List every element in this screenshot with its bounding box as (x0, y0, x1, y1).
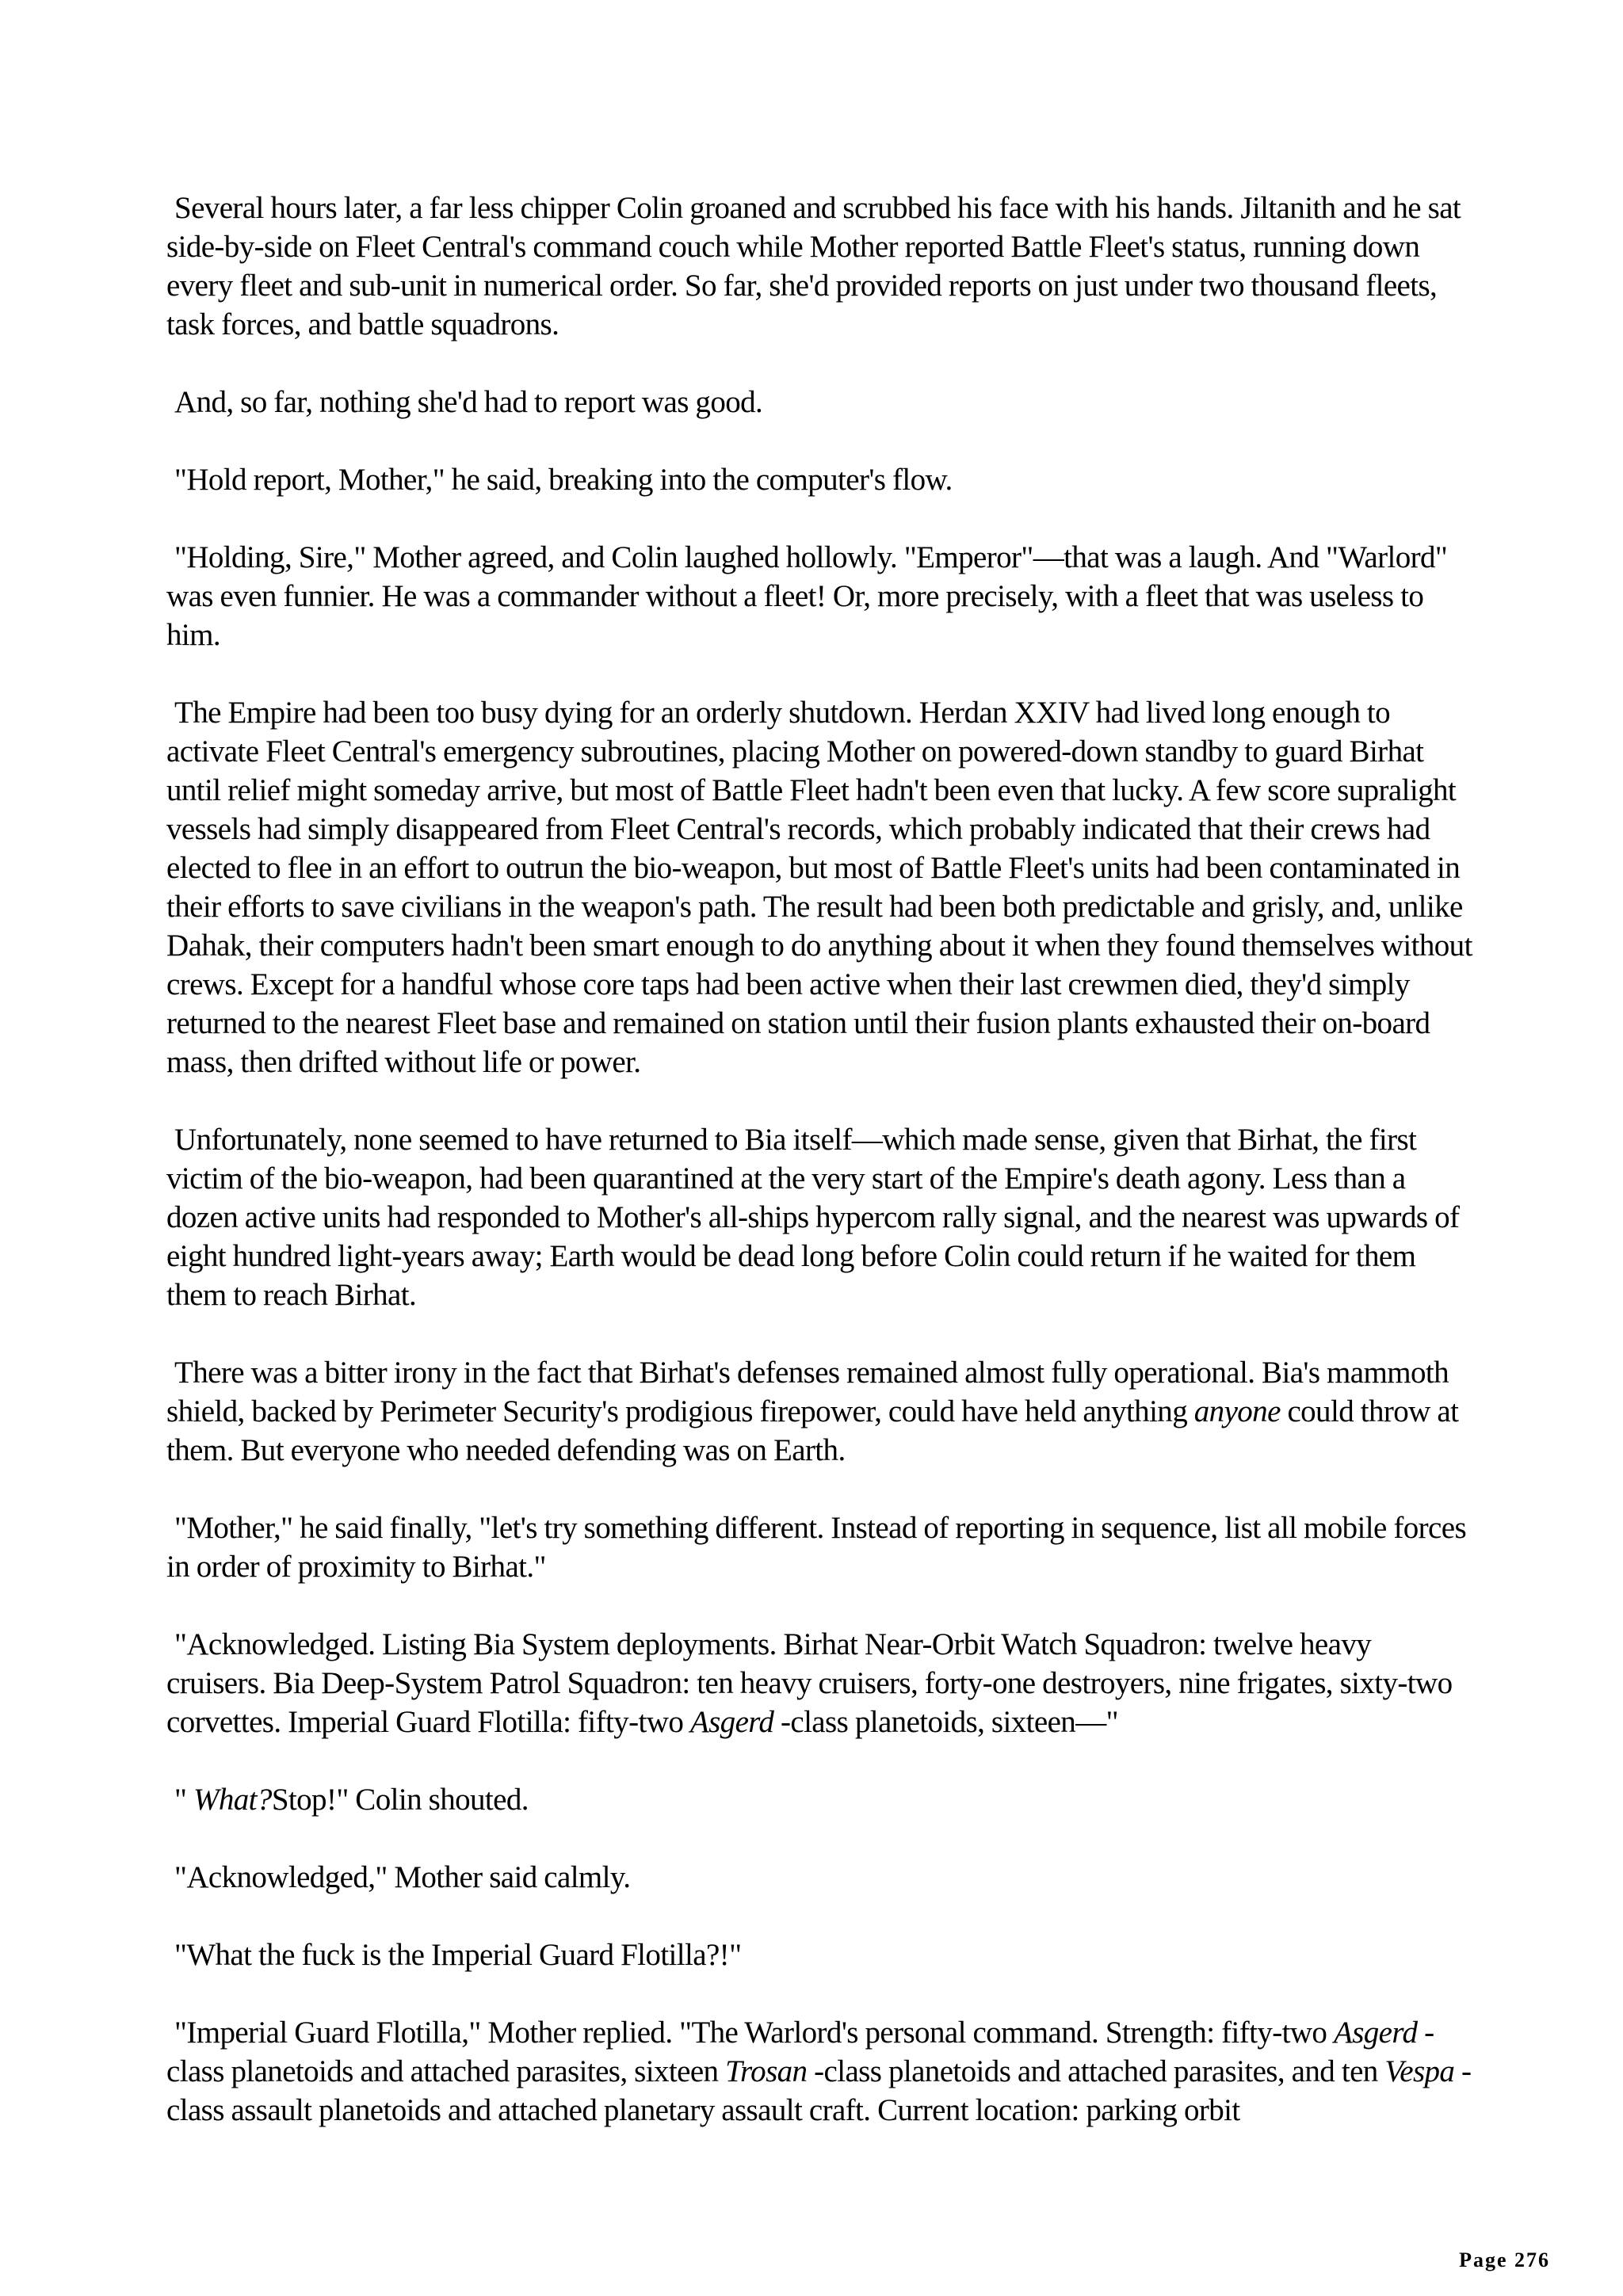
page-number: Page 276 (1459, 2248, 1550, 2271)
paragraph (166, 1780, 1474, 1819)
text-run: "Acknowledged," Mother said calmly. (174, 1860, 631, 1894)
text-run: And, so far, nothing she'd had to report was good. (174, 385, 763, 419)
paragraph (166, 460, 1474, 499)
italic-run: Asgerd (1333, 2016, 1418, 2050)
text-run: -class planetoids and attached parasites, and ten (807, 2054, 1385, 2088)
text-run: "What the fuck is the Imperial Guard Flotilla?!" (174, 1938, 742, 1972)
paragraph (166, 1120, 1474, 1314)
italic-run: anyone (1193, 1394, 1281, 1428)
italic-run: What? (193, 1783, 272, 1817)
text-run: Stop!" Colin shouted. (271, 1783, 529, 1817)
paragraph (166, 1508, 1474, 1586)
paragraph (166, 383, 1474, 421)
italic-run: Asgerd (689, 1705, 774, 1739)
text-run: "Acknowledged. Listing Bia System deployments. Birhat Near-Orbit Watch Squadron: twelve heavy cruisers. Bia Deep-System Patrol Squadron: ten heavy cruisers, forty-one destroyers, nine frigates, sixty-two corvettes. Imperial Guard Flotilla: fifty-two (166, 1627, 1453, 1739)
text-run: "Mother," he said finally, "let's try something different. Instead of reporting in sequence, list all mobile forces in order of proximity to Birhat." (166, 1511, 1467, 1584)
paragraph (166, 1858, 1474, 1897)
paragraph (166, 1625, 1474, 1741)
text-run: -class planetoids, sixteen—" (773, 1705, 1118, 1739)
text-run: Unfortunately, none seemed to have returned to Bia itself—which made sense, given that Birhat, the first victim of the bio-weapon, had been quarantined at the very start of the Empire's death agony. Less than a dozen active units had responded to Mother's all-ships hypercom rally signal, and the nearest was upwards of eight hundred light-years away; Earth would be dead long before Colin could return if he waited for them them to reach Birhat. (166, 1123, 1460, 1312)
paragraph (166, 1353, 1474, 1470)
paragraph (166, 693, 1474, 1081)
paragraph (166, 538, 1474, 654)
italic-run: Trosan (725, 2054, 808, 2088)
italic-run: Vespa (1384, 2054, 1455, 2088)
text-run: "Hold report, Mother," he said, breaking into the computer's flow. (174, 463, 953, 497)
text-run: There was a bitter irony in the fact that Birhat's defenses remained almost fully operational. Bia's mammoth shield, backed by Perimeter Security's prodigious firepower, could have held anything (166, 1356, 1449, 1428)
text-run: -class assault planetoids and attached planetary assault craft. Current location: parking orbit (166, 2054, 1472, 2127)
text-run: "Imperial Guard Flotilla," Mother replied. "The Warlord's personal command. Strength: fifty-two (174, 2016, 1334, 2050)
paragraph (166, 1936, 1474, 1974)
text-run: could throw at them. But everyone who needed defending was on Earth. (166, 1394, 1459, 1467)
text-column (166, 189, 1474, 2168)
paragraph (166, 2013, 1474, 2130)
text-run: " (174, 1783, 193, 1817)
text-run: The Empire had been too busy dying for an orderly shutdown. Herdan XXIV had lived long enough to activate Fleet Central's emergency subroutines, placing Mother on powered-down standby to guard Birhat until relief might someday arrive, but most of Battle Fleet hadn't been even that lucky. A few score supralight vessels had simply disappeared from Fleet Central's records, which probably indicated that their crews had elected to flee in an effort to outrun the bio-weapon, but most of Battle Fleet's units had been contaminated in their efforts to save civilians in the weapon's path. The result had been both predictable and grisly, and, unlike Dahak, their computers hadn't been smart enough to do anything about it when they found themselves without crews. Except for a handful whose core taps had been active when their last crewmen died, they'd simply returned to the nearest Fleet base and remained on station until their fusion plants exhausted their on-board mass, then drifted without life or power. (166, 696, 1472, 1079)
text-run: Several hours later, a far less chipper Colin groaned and scrubbed his face with his hands. Jiltanith and he sat side-by-side on Fleet Central's command couch while Mother reported Battle Fleet's status, running down every fleet and sub-unit in numerical order. So far, she'd provided reports on just under two thousand fleets, task forces, and battle squadrons. (166, 191, 1461, 341)
text-run: -class planetoids and attached parasites, sixteen (166, 2016, 1434, 2088)
paragraph (166, 189, 1474, 344)
text-run: "Holding, Sire," Mother agreed, and Colin laughed hollowly. "Emperor"—that was a laugh. And "Warlord" was even funnier. He was a commander without a fleet! Or, more precisely, with a fleet that was useless to him. (166, 540, 1448, 652)
